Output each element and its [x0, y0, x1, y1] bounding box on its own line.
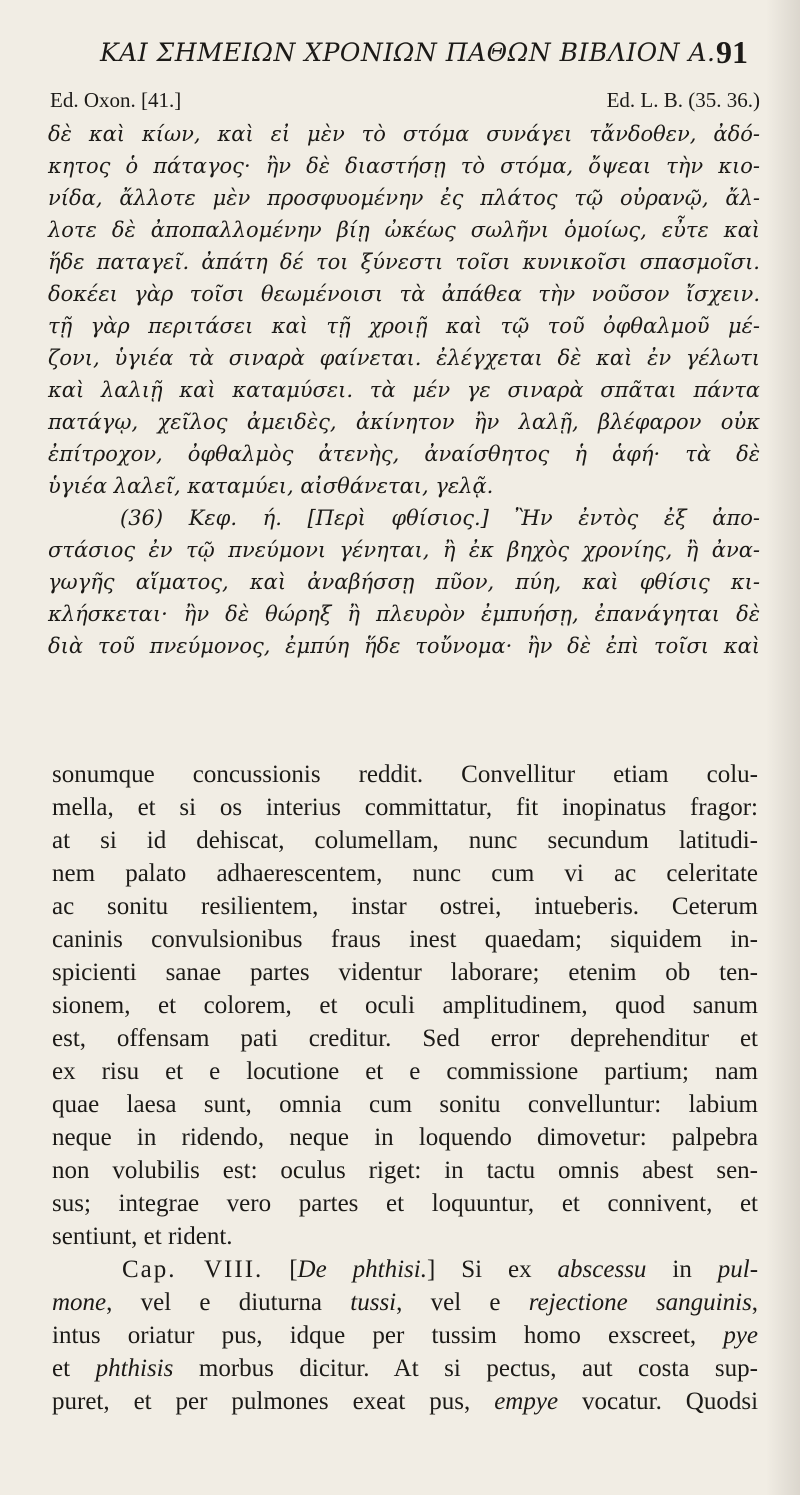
page-edge-shadow [766, 0, 800, 1495]
latin-fragment: vocatur. Quodsi [582, 1388, 759, 1415]
greek-line: ἥδε παταγεῖ. ἀπάτη δέ τοι ξύνεστι τοῖσι κυνικοῖσι σπασμοῖσι. [48, 250, 760, 274]
greek-line: νίδα, ἄλλοτε μὲν προσφυομένην ἐς πλάτος τῷ οὐρανῷ, ἄλ- [48, 186, 760, 210]
running-head [0, 28, 800, 78]
latin-line: nem palato adhaerescentem, nunc cum vi ac celeritate [52, 860, 758, 887]
latin-line: est, offensam pati creditur. Sed error deprehenditur et [52, 1025, 758, 1052]
greek-line: στάσιος ἐν τῷ πνεύμονι γένηται, ἢ ἐκ βηχὸς χρονίης, ἢ ἀνα- [48, 538, 760, 562]
greek-line: κλήσκεται· ἢν δὲ θώρηξ ἢ πλευρὸν ἐμπυήσῃ, ἐπανάγηται δὲ [48, 602, 760, 626]
latin-italic-term: phthisis [95, 1355, 174, 1382]
greek-chapter-heading-line: (36) Κεφ. ή. [Περὶ φθίσιος.] Ἢν ἐντὸς ἐξ ἀπο- [120, 506, 760, 530]
greek-line: λοτε δὲ ἀποπαλλομένην βίῃ ὠκέως σωλῆνι ὁμοίως, εὖτε καὶ [48, 218, 760, 242]
latin-italic-term: abscessu [557, 1256, 647, 1283]
latin-translation-block [52, 758, 758, 1418]
edition-oxon-reference: Ed. Oxon. [41.] [50, 88, 182, 112]
greek-line: ζονι, ὑγιέα τὰ σιναρὰ φαίνεται. ἐλέγχεται δὲ καὶ ἐν γέλωτι [48, 346, 760, 370]
latin-fragment: et [52, 1355, 71, 1382]
latin-fragment: in [672, 1256, 692, 1283]
running-title: ΚΑΙ ΣΗΜΕΙΩΝ ΧΡΟΝΙΩΝ ΠΑΘΩΝ ΒΙΒΛΙΟΝ Α. [100, 38, 716, 67]
latin-line: sentiunt, et rident. [52, 1223, 233, 1250]
latin-line: caninis convulsionibus fraus inest quaedam; siquidem in- [52, 926, 758, 953]
latin-line: sionem, et colorem, et oculi amplitudinem, quod sanum [52, 992, 758, 1019]
latin-fragment: Si ex [461, 1256, 532, 1283]
latin-line: ex risu et e locutione et e commissione partium; nam [52, 1058, 758, 1085]
latin-line: neque in ridendo, neque in loquendo dimovetur: palpebra [52, 1124, 758, 1151]
page-number: 91 [716, 34, 748, 70]
latin-line: non volubilis est: oculus riget: in tactu omnis abest sen- [52, 1157, 758, 1184]
greek-line: διὰ τοῦ πνεύμονος, ἐμπύη ἥδε τοὔνομα· ἢν δὲ ἐπὶ τοῖσι καὶ [48, 634, 760, 658]
edition-lb-reference: Ed. L. B. (35. 36.) [606, 88, 760, 112]
latin-line [52, 1352, 758, 1385]
latin-fragment: puret, et per pulmones exeat pus, [52, 1388, 471, 1415]
greek-line: τῇ γὰρ περιτάσει καὶ τῇ χροιῇ καὶ τῷ τοῦ ὀφθαλμοῦ μέ- [48, 314, 760, 338]
latin-italic-term: empye [494, 1388, 559, 1415]
greek-line: δὲ καὶ κίων, καὶ εἰ μὲν τὸ στόμα συνάγει τἄνδοθεν, ἀδό- [48, 122, 760, 146]
chapter-label: Cap. VIII. [122, 1256, 264, 1283]
greek-line: ἐπίτροχον, ὀφθαλμὸς ἀτενὴς, ἀναίσθητος ἡ ἁφή· τὰ δὲ [48, 442, 760, 466]
latin-line [52, 1319, 758, 1352]
latin-line: ac sonitu resilientem, instar ostrei, intueberis. Ceterum [52, 893, 758, 920]
latin-line: sus; integrae vero partes et loquuntur, et connivent, et [52, 1190, 758, 1217]
latin-italic-term: rejectione sanguinis [528, 1289, 752, 1316]
latin-fragment: , vel e diuturna [106, 1289, 323, 1316]
latin-fragment: intus oriatur pus, idque per tussim homo exscreet, [52, 1322, 697, 1349]
latin-line: mella, et si os interius committatur, fit inopinatus fragor: [52, 794, 758, 821]
latin-italic-term: mone [52, 1289, 107, 1316]
latin-italic-term: pye [723, 1322, 759, 1349]
chapter-title: De phthisi. [297, 1256, 427, 1283]
latin-italic-term: pul- [717, 1256, 759, 1283]
latin-chapter-heading-line: Cap. VIII. [De phthisi.] Si ex abscessu in pul- [122, 1256, 759, 1283]
greek-line: δοκέει γὰρ τοῖσι θεωμένοισι τὰ ἀπάθεα τὴν νοῦσον ἴσχειν. [48, 282, 760, 306]
latin-fragment: , [751, 1289, 759, 1316]
latin-line [52, 1286, 758, 1319]
latin-line: at si id dehiscat, columellam, nunc secundum latitudi- [52, 827, 758, 854]
greek-line: κητος ὁ πάταγος· ἢν δὲ διαστήσῃ τὸ στόμα, ὄψεαι τὴν κιο- [48, 154, 760, 178]
edition-reference-line [50, 88, 760, 116]
latin-fragment: , vel e [396, 1289, 501, 1316]
greek-line: γωγῆς αἵματος, καὶ ἀναβήσσῃ πῦον, πύη, καὶ φθίσις κι- [48, 570, 760, 594]
latin-line: quae laesa sunt, omnia cum sonitu convelluntur: labium [52, 1091, 758, 1118]
latin-fragment: morbus dicitur. At si pectus, aut costa sup- [198, 1355, 758, 1382]
greek-text-block [48, 118, 760, 662]
latin-line [52, 1385, 758, 1418]
latin-line: sonumque concussionis reddit. Convellitur etiam colu- [52, 761, 758, 788]
greek-line: καὶ λαλιῇ καὶ καταμύσει. τὰ μέν γε σιναρὰ σπᾶται πάντα [48, 378, 760, 402]
latin-italic-term: tussi [350, 1289, 397, 1316]
greek-line: ὑγιέα λαλεῖ, καταμύει, αἰσθάνεται, γελᾷ. [48, 474, 494, 498]
greek-line: πατάγῳ, χεῖλος ἀμειδὲς, ἀκίνητον ἢν λαλῇ, βλέφαρον οὐκ [48, 410, 760, 434]
latin-line: spicienti sanae partes videntur laborare; etenim ob ten- [52, 959, 758, 986]
